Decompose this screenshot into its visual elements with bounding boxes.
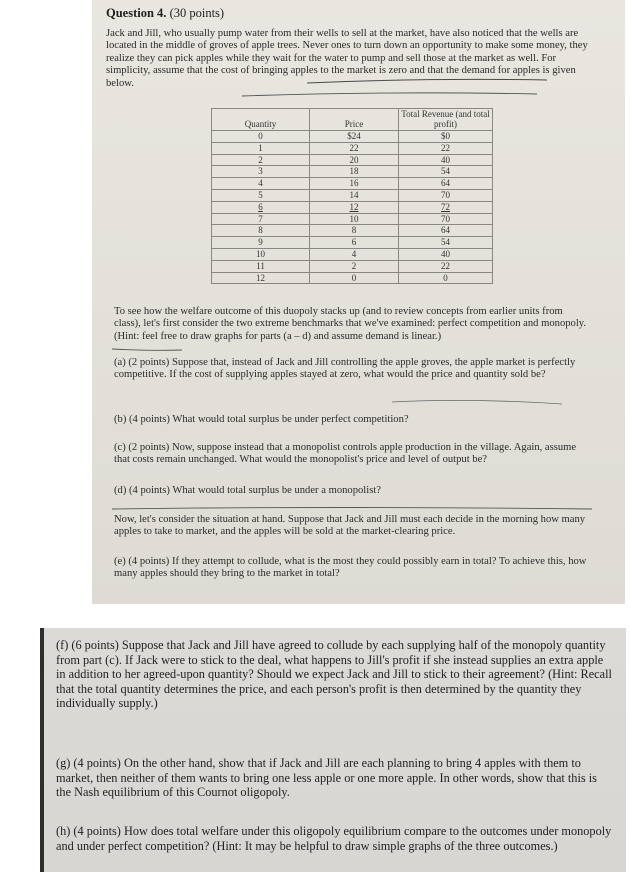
worksheet-photo-top (92, 0, 625, 604)
table-cell: 64 (399, 178, 493, 190)
table-cell: 5 (212, 189, 310, 201)
table-cell: 70 (399, 189, 493, 201)
table-cell: 22 (399, 260, 493, 272)
question-points: (30 points) (169, 6, 225, 20)
table-cell: 40 (399, 154, 493, 166)
table-cell: 8 (310, 225, 399, 237)
welfare-intro: To see how the welfare outcome of this duopoly stacks up (and to review concepts from earlier units from class), let's first consider the two extreme benchmarks that we've examined: perfect competition and monopoly. (Hint: feel free to draw graphs for parts (a – d) and assume demand is linear.) (114, 306, 587, 342)
part-f: (f) (6 points) Suppose that Jack and Jill have agreed to collude by each supplying half of the monopoly quantity from part (c). If Jack were to stick to the deal, what happens to Jill's profit if she instead supplies an extra apple in addition to her agreed-upon quantity? Should we expect Jack and Jill to stick to their agreement? (Hint: Recall that the total quantity determines the price, and each person's profit is then determined by the quantity they individually supply.) (56, 638, 612, 711)
table-cell: 54 (399, 166, 493, 178)
table-row (212, 154, 493, 166)
table-cell: 72 (399, 201, 493, 213)
table-cell: 1 (212, 142, 310, 154)
table-cell: 12 (212, 272, 310, 284)
column-header: Total Revenue (and total profit) (399, 109, 493, 131)
table-cell: 0 (399, 272, 493, 284)
table-cell: 22 (310, 142, 399, 154)
part-e: (e) (4 points) If they attempt to collude, what is the most they could possibly earn in total? To achieve this, how many apples should they bring to the market in total? (114, 556, 587, 580)
table-row (212, 248, 493, 260)
table-row (212, 201, 493, 213)
part-g: (g) (4 points) On the other hand, show that if Jack and Jill are each planning to bring 4 apples with them to market, then neither of them wants to bring one less apple or one more apple. In other words, show that this is the Nash equilibrium of this Cournot oligopoly. (56, 756, 597, 800)
part-b: (b) (4 points) What would total surplus be under perfect competition? (114, 414, 409, 425)
column-header: Price (310, 109, 399, 131)
part-h: (h) (4 points) How does total welfare under this oligopoly equilibrium compare to the outcomes under monopoly and under perfect competition? (Hint: It may be helpful to draw simple graphs of the three outcomes.) (56, 824, 612, 853)
table-row (212, 213, 493, 225)
table-cell: 6 (212, 201, 310, 213)
table-cell: 22 (399, 142, 493, 154)
table-cell: $0 (399, 131, 493, 143)
table-cell: 20 (310, 154, 399, 166)
part-d: (d) (4 points) What would total surplus be under a monopolist? (114, 485, 381, 496)
table-cell: 40 (399, 248, 493, 260)
question-heading: Question 4. (106, 6, 167, 20)
table-row (212, 272, 493, 284)
table-cell: 0 (212, 131, 310, 143)
part-c: (c) (2 points) Now, suppose instead that a monopolist controls apple production in the village. Again, assume that costs remain unchanged. What would the monopolist's price and level of output be? (114, 442, 577, 466)
table-cell: 6 (310, 237, 399, 249)
table-cell: 16 (310, 178, 399, 190)
table-cell: 7 (212, 213, 310, 225)
table-cell: 18 (310, 166, 399, 178)
table-row (212, 237, 493, 249)
table-cell: 70 (399, 213, 493, 225)
table-header-row (212, 109, 493, 131)
table-row (212, 225, 493, 237)
table-cell: 3 (212, 166, 310, 178)
table-cell: 9 (212, 237, 310, 249)
table-cell: 10 (212, 248, 310, 260)
table-cell: 2 (310, 260, 399, 272)
table-row (212, 166, 493, 178)
table-row (212, 260, 493, 272)
table-cell: 64 (399, 225, 493, 237)
table-cell: 4 (310, 248, 399, 260)
table-cell: 54 (399, 237, 493, 249)
part-a: (a) (2 points) Suppose that, instead of Jack and Jill controlling the apple groves, the apple market is perfectly competitive. If the cost of supplying apples stayed at zero, what would the price and quantity sold be? (114, 357, 576, 381)
table-row (212, 131, 493, 143)
table-row (212, 142, 493, 154)
worksheet-photo-bottom (40, 628, 626, 872)
table-row (212, 178, 493, 190)
table-cell: 2 (212, 154, 310, 166)
table-cell: 14 (310, 189, 399, 201)
table-cell: 12 (310, 201, 399, 213)
table-cell: 8 (212, 225, 310, 237)
table-cell: $24 (310, 131, 399, 143)
column-header: Quantity (212, 109, 310, 131)
table-cell: 4 (212, 178, 310, 190)
situation-intro: Now, let's consider the situation at hand. Suppose that Jack and Jill must each decide in the morning how many apples to take to market, and the apples will be sold at the market-clearing price. (114, 514, 586, 538)
table-cell: 11 (212, 260, 310, 272)
table-cell: 10 (310, 213, 399, 225)
table-cell: 0 (310, 272, 399, 284)
question-intro: Jack and Jill, who usually pump water from their wells to sell at the market, have also noticed that the wells are located in the middle of groves of apple trees. Never ones to turn down an opportunity to make some money, they realize they can pick apples while they wait for the water to pump and sell those at the market as well. For simplicity, assume that the cost of bringing apples to the market is zero and that the demand for apples is given below. (106, 28, 588, 89)
demand-table (211, 108, 493, 284)
table-row (212, 189, 493, 201)
